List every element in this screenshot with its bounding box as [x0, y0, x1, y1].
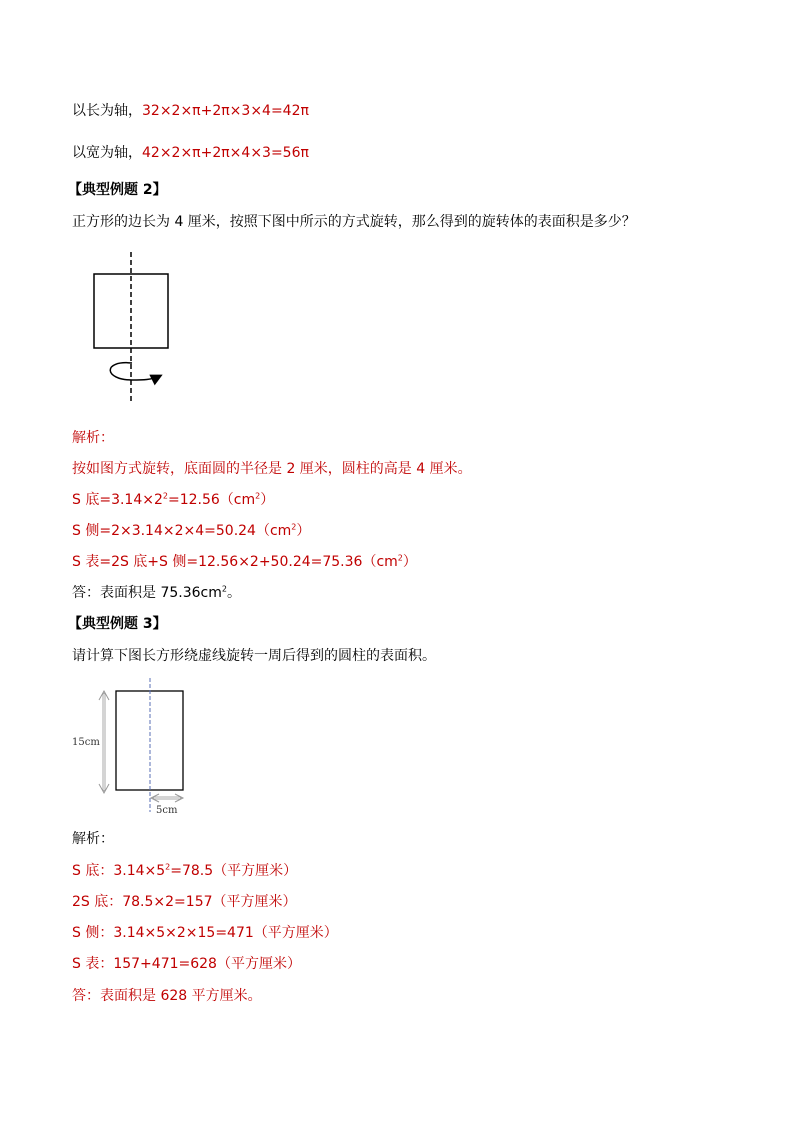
- example3-analysis-label: 解析：: [72, 831, 114, 847]
- example3-question: 请计算下图长方形绕虚线旋转一周后得到的圆柱的表面积。: [72, 648, 436, 664]
- example3-step2: 2S 底：78.5×2=157（平方厘米）: [72, 894, 297, 910]
- example3-step1: [72, 861, 297, 881]
- long-axis-label: 以长为轴，: [72, 103, 142, 119]
- rotation-arrow: [110, 363, 160, 380]
- wide-axis-line: [72, 143, 309, 163]
- example2-step3-sup: 2: [291, 522, 297, 532]
- width-label: 5cm: [156, 805, 178, 816]
- example2-step4-sup: 2: [397, 553, 403, 563]
- example3-step1-pre: S 底：3.14×5: [72, 863, 166, 879]
- square-rotation-figure: [80, 248, 190, 408]
- example3-step4: S 表：157+471=628（平方厘米）: [72, 956, 301, 972]
- example2-step2-unit-sup: 2: [255, 491, 261, 501]
- example3-step3: S 侧：3.14×5×2×15=471（平方厘米）: [72, 925, 338, 941]
- example2-step2: [72, 490, 274, 510]
- long-axis-formula: 32×2×π+2π×3×4=42π: [142, 103, 309, 119]
- example2-step4: [72, 552, 417, 572]
- height-label: 15cm: [72, 737, 100, 748]
- example2-heading: 【典型例题 2】: [68, 182, 167, 198]
- example2-step3-end: ）: [296, 523, 311, 539]
- example2-question: 正方形的边长为 4 厘米，按照下图中所示的方式旋转，那么得到的旋转体的表面积是多少？: [72, 214, 636, 230]
- example2-step2-post: =12.56（cm: [167, 492, 256, 508]
- example2-answer: [72, 583, 241, 603]
- example2-step3-pre: S 侧=2×3.14×2×4=50.24（cm: [72, 523, 292, 539]
- example2-step1: 按如图方式旋转，底面圆的半径是 2 厘米，圆柱的高是 4 厘米。: [72, 461, 472, 477]
- example2-step2-sup: 2: [162, 491, 168, 501]
- example2-step2-pre: S 底=3.14×2: [72, 492, 163, 508]
- wide-axis-label: 以宽为轴，: [72, 145, 142, 161]
- example2-step3: [72, 521, 310, 541]
- example3-step1-post: =78.5（平方厘米）: [170, 863, 298, 879]
- example2-answer-sup: 2: [221, 584, 227, 594]
- long-axis-line: [72, 101, 309, 121]
- example3-answer: 答：表面积是 628 平方厘米。: [72, 988, 262, 1004]
- example3-heading: 【典型例题 3】: [68, 616, 167, 632]
- example2-analysis-label: 解析：: [72, 430, 114, 446]
- example3-step1-sup: 2: [165, 862, 171, 872]
- example2-step4-end: ）: [402, 554, 417, 570]
- example2-answer-end: 。: [226, 585, 241, 601]
- example2-step2-end: ）: [260, 492, 275, 508]
- rectangle-rotation-figure: [70, 676, 200, 821]
- example2-answer-pre: 答：表面积是 75.36cm: [72, 585, 222, 601]
- example2-step4-pre: S 表=2S 底+S 侧=12.56×2+50.24=75.36（cm: [72, 554, 398, 570]
- wide-axis-formula: 42×2×π+2π×4×3=56π: [142, 145, 309, 161]
